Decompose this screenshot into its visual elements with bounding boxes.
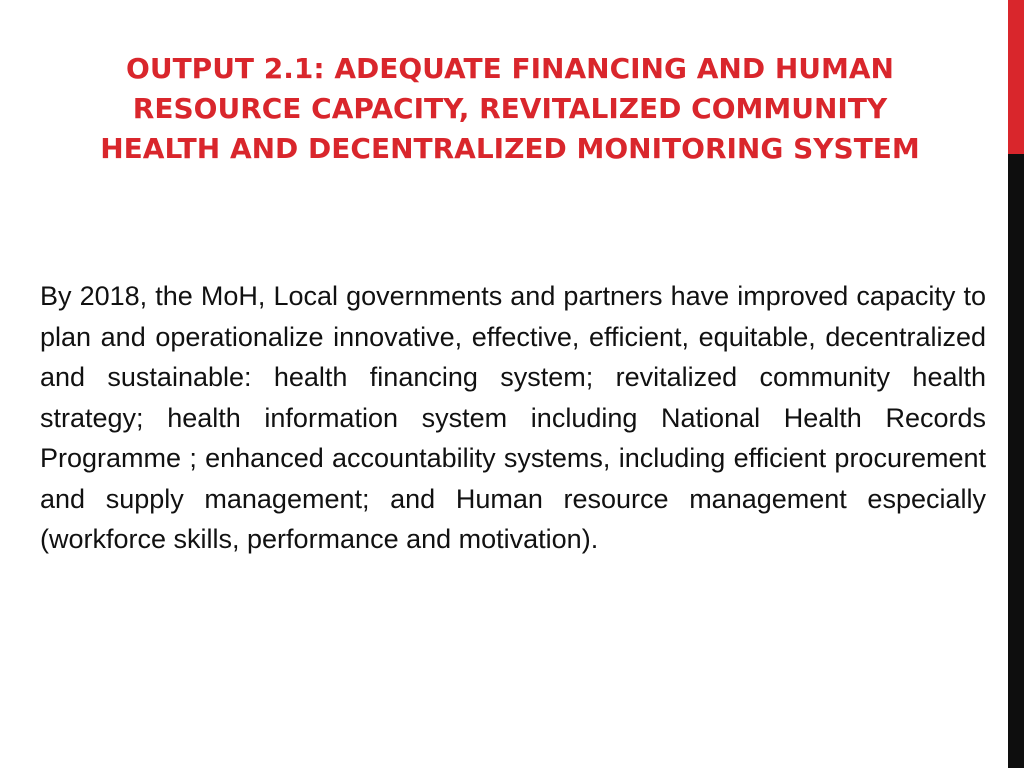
decorative-side-bar bbox=[1008, 0, 1024, 768]
side-bar-accent-segment bbox=[1008, 0, 1024, 154]
side-bar-dark-segment bbox=[1008, 154, 1024, 768]
slide-body-text: By 2018, the MoH, Local governments and partners have improved capacity to plan and operationalize innovative, effective, efficient, equitable, decentralized and sustainable: health financing system; revitalized community health strategy; health information system including National Health Records Programme ; enhanced accountability systems, including efficient procurement and supply management; and Human resource management especially (workforce skills, performance and motivation). bbox=[40, 281, 986, 554]
slide-title: OUTPUT 2.1: ADEQUATE FINANCING AND HUMAN RESOURCE CAPACITY, REVITALIZED COMMUNITY HEALTH AND DECENTRALIZED MONITORING SYSTEM bbox=[100, 52, 920, 165]
